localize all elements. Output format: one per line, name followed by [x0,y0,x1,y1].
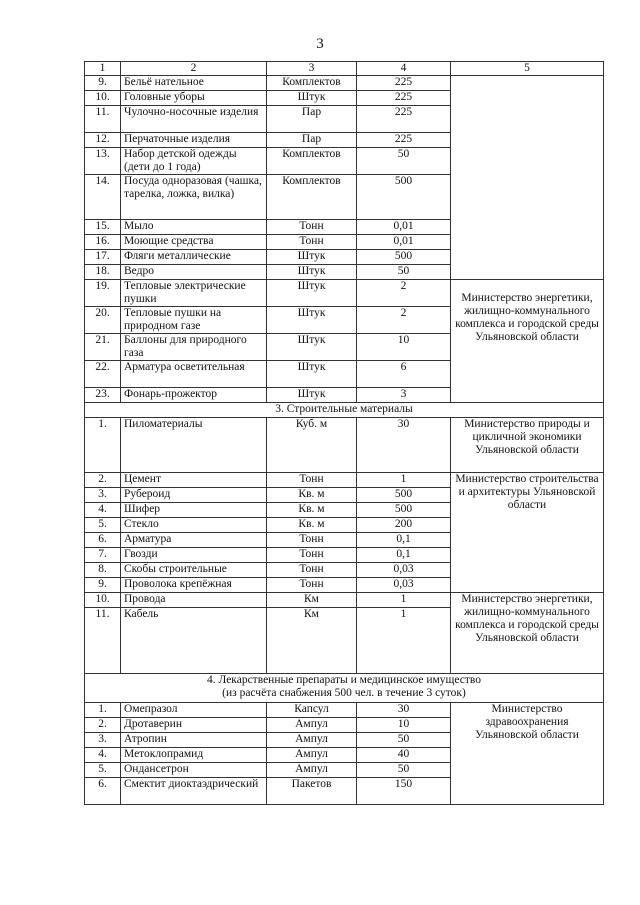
quantity-cell: 1 [357,473,451,488]
quantity-cell: 50 [357,265,451,280]
page-number: 3 [316,36,324,52]
row-number: 23. [85,388,121,403]
table-row [85,76,604,91]
header-cell: 1 [85,62,121,76]
item-name: Моющие средства [121,235,267,250]
unit-cell: Штук [267,280,357,307]
table-row [85,280,604,307]
item-name: Тепловые пушки на природном газе [121,307,267,334]
item-name: Посуда одноразовая (чашка, тарелка, ложка, вилка) [121,175,267,220]
row-number: 6. [85,533,121,548]
item-name: Тепловые электрические пушки [121,280,267,307]
quantity-cell: 2 [357,307,451,334]
item-name: Мыло [121,220,267,235]
unit-cell: Штук [267,91,357,106]
row-number: 15. [85,220,121,235]
unit-cell: Тонн [267,578,357,593]
unit-cell: Комплектов [267,175,357,220]
row-number: 8. [85,563,121,578]
row-number: 14. [85,175,121,220]
row-number: 2. [85,718,121,733]
item-name: Цемент [121,473,267,488]
responsible-ministry: Министерство энергетики, жилищно-коммунального комплекса и городской среды Ульяновской области [451,280,604,403]
unit-cell: Кв. м [267,503,357,518]
row-number: 3. [85,733,121,748]
row-number: 11. [85,608,121,674]
quantity-cell: 225 [357,76,451,91]
table-row [85,473,604,488]
row-number: 12. [85,133,121,148]
table-row [85,703,604,718]
unit-cell: Комплектов [267,148,357,175]
header-cell: 4 [357,62,451,76]
item-name: Чулочно-носочные изделия [121,106,267,133]
row-number: 21. [85,334,121,361]
header-cell: 5 [451,62,604,76]
unit-cell: Кв. м [267,518,357,533]
unit-cell: Пар [267,106,357,133]
unit-cell: Куб. м [267,418,357,473]
unit-cell: Ампул [267,718,357,733]
row-number: 17. [85,250,121,265]
quantity-cell: 0,01 [357,235,451,250]
table-row [85,593,604,608]
unit-cell: Пакетов [267,778,357,805]
unit-cell: Штук [267,307,357,334]
quantity-cell: 225 [357,91,451,106]
unit-cell: Тонн [267,548,357,563]
row-number: 4. [85,748,121,763]
row-number: 5. [85,763,121,778]
quantity-cell: 0,01 [357,220,451,235]
responsible-ministry: Министерство природы и цикличной экономики Ульяновской области [451,418,604,473]
quantity-cell: 10 [357,718,451,733]
unit-cell: Пар [267,133,357,148]
item-name: Ведро [121,265,267,280]
quantity-cell: 0,1 [357,533,451,548]
header-cell: 2 [121,62,267,76]
unit-cell: Км [267,608,357,674]
quantity-cell: 225 [357,133,451,148]
quantity-cell: 30 [357,703,451,718]
item-name: Гвозди [121,548,267,563]
row-number: 13. [85,148,121,175]
unit-cell: Штук [267,250,357,265]
row-number: 7. [85,548,121,563]
quantity-cell: 2 [357,280,451,307]
section-heading: 4. Лекарственные препараты и медицинское имущество [206,674,482,686]
quantity-cell: 500 [357,175,451,220]
row-number: 9. [85,76,121,91]
responsible-ministry [451,76,604,280]
unit-cell: Штук [267,388,357,403]
quantity-cell: 150 [357,778,451,805]
quantity-cell: 0,03 [357,578,451,593]
row-number: 4. [85,503,121,518]
quantity-cell: 10 [357,334,451,361]
unit-cell: Штук [267,334,357,361]
header-cell: 3 [267,62,357,76]
item-name: Арматура осветительная [121,361,267,388]
row-number: 19. [85,280,121,307]
quantity-cell: 500 [357,503,451,518]
item-name: Провода [121,593,267,608]
item-name: Проволока крепёжная [121,578,267,593]
row-number: 22. [85,361,121,388]
quantity-cell: 0,1 [357,548,451,563]
quantity-cell: 50 [357,148,451,175]
responsible-ministry: Министерство энергетики, жилищно-коммунального комплекса и городской среды Ульяновской области [451,593,604,674]
item-name: Фонарь-прожектор [121,388,267,403]
row-number: 10. [85,91,121,106]
item-name: Перчаточные изделия [121,133,267,148]
item-name: Головные уборы [121,91,267,106]
row-number: 5. [85,518,121,533]
item-name: Атропин [121,733,267,748]
table-row [85,418,604,473]
responsible-ministry: Министерство здравоохранения Ульяновской области [451,703,604,805]
row-number: 10. [85,593,121,608]
unit-cell: Тонн [267,235,357,250]
unit-cell: Тонн [267,220,357,235]
section-subheading: (из расчёта снабжения 500 чел. в течение 3 суток) [222,687,466,699]
item-name: Метоклопрамид [121,748,267,763]
row-number: 11. [85,106,121,133]
section-heading: 3. Строительные материалы [275,403,413,415]
unit-cell: Капсул [267,703,357,718]
section-row [85,674,604,703]
unit-cell: Штук [267,265,357,280]
quantity-cell: 200 [357,518,451,533]
unit-cell: Комплектов [267,76,357,91]
quantity-cell: 50 [357,733,451,748]
item-name: Рубероид [121,488,267,503]
quantity-cell: 30 [357,418,451,473]
row-number: 6. [85,778,121,805]
quantity-cell: 50 [357,763,451,778]
quantity-cell: 6 [357,361,451,388]
item-name: Пиломатериалы [121,418,267,473]
section-row [85,403,604,418]
row-number: 3. [85,488,121,503]
row-number: 16. [85,235,121,250]
item-name: Дротаверин [121,718,267,733]
item-name: Кабель [121,608,267,674]
supplies-table [84,61,604,805]
unit-cell: Ампул [267,748,357,763]
quantity-cell: 500 [357,250,451,265]
quantity-cell: 225 [357,106,451,133]
item-name: Шифер [121,503,267,518]
row-number: 20. [85,307,121,334]
item-name: Стекло [121,518,267,533]
unit-cell: Ампул [267,733,357,748]
unit-cell: Км [267,593,357,608]
quantity-cell: 3 [357,388,451,403]
section-title [85,674,604,703]
quantity-cell: 1 [357,608,451,674]
row-number: 1. [85,703,121,718]
row-number: 18. [85,265,121,280]
item-name: Арматура [121,533,267,548]
row-number: 2. [85,473,121,488]
unit-cell: Кв. м [267,488,357,503]
unit-cell: Тонн [267,473,357,488]
quantity-cell: 40 [357,748,451,763]
item-name: Ондансетрон [121,763,267,778]
item-name: Омепразол [121,703,267,718]
item-name: Фляги металлические [121,250,267,265]
item-name: Бельё нательное [121,76,267,91]
item-name: Смектит диоктаэдрический [121,778,267,805]
responsible-ministry: Министерство строительства и архитектуры Ульяновской области [451,473,604,593]
unit-cell: Тонн [267,533,357,548]
quantity-cell: 0,03 [357,563,451,578]
item-name: Набор детской одежды (дети до 1 года) [121,148,267,175]
unit-cell: Ампул [267,763,357,778]
quantity-cell: 1 [357,593,451,608]
row-number: 9. [85,578,121,593]
unit-cell: Штук [267,361,357,388]
row-number: 1. [85,418,121,473]
item-name: Скобы строительные [121,563,267,578]
unit-cell: Тонн [267,563,357,578]
section-title [85,403,604,418]
item-name: Баллоны для природного газа [121,334,267,361]
header-row [85,62,604,76]
quantity-cell: 500 [357,488,451,503]
